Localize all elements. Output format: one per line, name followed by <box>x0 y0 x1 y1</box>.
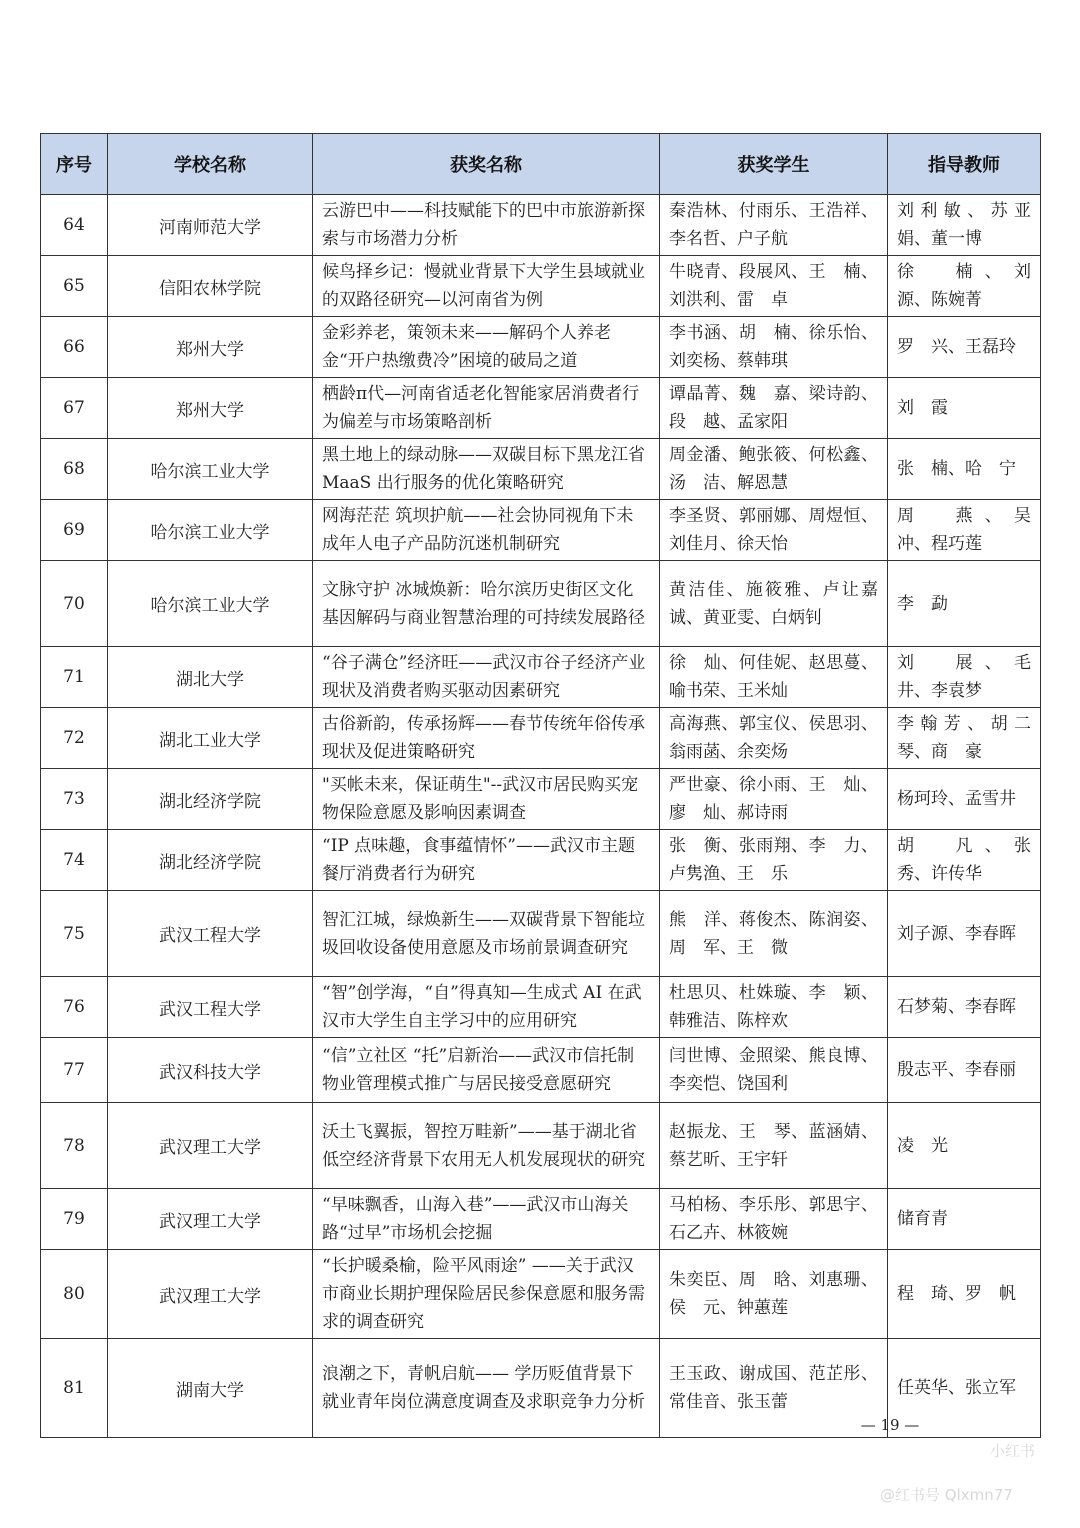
cell-students: 朱奕臣、周 晗、刘惠珊、侯 元、钟蕙莲 <box>660 1250 888 1339</box>
cell-school: 湖北经济学院 <box>108 830 313 891</box>
table-row <box>41 317 1041 378</box>
cell-award: “早味飘香，山海入巷”——武汉市山海关路“过早”市场机会挖掘 <box>313 1189 660 1250</box>
table-row <box>41 561 1041 647</box>
cell-award: “智”创学海，“自”得真知—生成式 AI 在武汉市大学生自主学习中的应用研究 <box>313 977 660 1038</box>
cell-award: “信”立社区 “托”启新治——武汉市信托制物业管理模式推广与居民接受意愿研究 <box>313 1038 660 1103</box>
cell-students: 张 衡、张雨翔、李 力、卢隽渔、王 乐 <box>660 830 888 891</box>
cell-award: 金彩养老，策领未来——解码个人养老金“开户热缴费冷”困境的破局之道 <box>313 317 660 378</box>
header-row <box>41 134 1041 195</box>
cell-school: 湖北工业大学 <box>108 708 313 769</box>
cell-teachers: 任英华、张立军 <box>888 1339 1041 1438</box>
cell-students: 周金潘、鲍张筱、何松鑫、汤 洁、解恩慧 <box>660 439 888 500</box>
cell-school: 武汉工程大学 <box>108 977 313 1038</box>
cell-award: “谷子满仓”经济旺——武汉市谷子经济产业现状及消费者购买驱动因素研究 <box>313 647 660 708</box>
table-row <box>41 1103 1041 1189</box>
table-row <box>41 1189 1041 1250</box>
cell-award: 黑土地上的绿动脉——双碳目标下黑龙江省 MaaS 出行服务的优化策略研究 <box>313 439 660 500</box>
cell-school: 湖北大学 <box>108 647 313 708</box>
cell-students: 王玉政、谢成国、范芷彤、常佳音、张玉蕾 <box>660 1339 888 1438</box>
cell-teachers: 刘利敏、苏亚娟、董一博 <box>888 195 1041 256</box>
cell-school: 河南师范大学 <box>108 195 313 256</box>
cell-teachers: 刘 霞 <box>888 378 1041 439</box>
cell-num: 74 <box>41 830 108 891</box>
table-body <box>41 195 1048 1438</box>
cell-school: 武汉理工大学 <box>108 1250 313 1339</box>
cell-students: 黄洁佳、施筱雅、卢让嘉诚、黄亚雯、白炳钊 <box>660 561 888 647</box>
cell-award: 栖龄π代—河南省适老化智能家居消费者行为偏差与市场策略剖析 <box>313 378 660 439</box>
table-row <box>41 500 1041 561</box>
cell-students: 李书涵、胡 楠、徐乐怡、刘奕杨、蔡韩琪 <box>660 317 888 378</box>
cell-num: 81 <box>41 1339 108 1438</box>
header-students: 获奖学生 <box>660 134 888 195</box>
cell-teachers: 周 燕、吴 冲、程巧莲 <box>888 500 1041 561</box>
cell-award: 智汇江城，绿焕新生——双碳背景下智能垃圾回收设备使用意愿及市场前景调查研究 <box>313 891 660 977</box>
table-row <box>41 1250 1041 1339</box>
cell-num: 69 <box>41 500 108 561</box>
cell-num: 68 <box>41 439 108 500</box>
cell-num: 70 <box>41 561 108 647</box>
table-header <box>41 134 1041 195</box>
cell-teachers: 李 勐 <box>888 561 1041 647</box>
table-row <box>41 195 1041 256</box>
page-number: — 19 — <box>860 1416 920 1434</box>
cell-school: 武汉理工大学 <box>108 1103 313 1189</box>
cell-num: 64 <box>41 195 108 256</box>
cell-num: 75 <box>41 891 108 977</box>
cell-students: 赵振龙、王 琴、蓝涵婧、蔡艺昕、王宇轩 <box>660 1103 888 1189</box>
header-award: 获奖名称 <box>313 134 660 195</box>
watermark-handle: @红书号 Qlxmn77 <box>880 1486 1013 1504</box>
cell-award: “IP 点味趣，食事蕴情怀”——武汉市主题餐厅消费者行为研究 <box>313 830 660 891</box>
cell-students: 严世豪、徐小雨、王 灿、廖 灿、郝诗雨 <box>660 769 888 830</box>
cell-num: 77 <box>41 1038 108 1103</box>
watermark-logo: 小红书 <box>990 1442 1036 1460</box>
cell-teachers: 罗 兴、王磊玲 <box>888 317 1041 378</box>
cell-num: 66 <box>41 317 108 378</box>
table-row <box>41 647 1041 708</box>
header-teachers: 指导教师 <box>888 134 1041 195</box>
cell-students: 高海燕、郭宝仪、侯思羽、翁雨菡、余奕炀 <box>660 708 888 769</box>
cell-teachers: 张 楠、哈 宁 <box>888 439 1041 500</box>
cell-students: 杜思贝、杜姝璇、李 颖、韩雅洁、陈梓欢 <box>660 977 888 1038</box>
cell-students: 徐 灿、何佳妮、赵思蔓、喻书荣、王米灿 <box>660 647 888 708</box>
cell-num: 67 <box>41 378 108 439</box>
cell-school: 郑州大学 <box>108 317 313 378</box>
table-row <box>41 977 1041 1038</box>
cell-award: 文脉守护 冰城焕新：哈尔滨历史街区文化基因解码与商业智慧治理的可持续发展路径 <box>313 561 660 647</box>
cell-teachers: 徐 楠、刘 源、陈婉菁 <box>888 256 1041 317</box>
awards-table <box>40 133 1048 1438</box>
header-num: 序号 <box>41 134 108 195</box>
cell-teachers: 程 琦、罗 帆 <box>888 1250 1041 1339</box>
header-school: 学校名称 <box>108 134 313 195</box>
cell-students: 谭晶菁、魏 嘉、梁诗韵、段 越、孟家阳 <box>660 378 888 439</box>
table-row <box>41 256 1041 317</box>
cell-award: "买帐未来，保证萌生"--武汉市居民购买宠物保险意愿及影响因素调查 <box>313 769 660 830</box>
cell-students: 秦浩林、付雨乐、王浩祥、李名哲、户子航 <box>660 195 888 256</box>
cell-award: 云游巴中——科技赋能下的巴中市旅游新探索与市场潜力分析 <box>313 195 660 256</box>
cell-teachers: 储育青 <box>888 1189 1041 1250</box>
cell-school: 湖北经济学院 <box>108 769 313 830</box>
cell-teachers: 刘 展、毛 井、李袁梦 <box>888 647 1041 708</box>
cell-students: 闫世博、金照梁、熊良博、李奕恺、饶国利 <box>660 1038 888 1103</box>
table-row <box>41 439 1041 500</box>
cell-award: “长护暖桑榆，险平风雨途” ——关于武汉市商业长期护理保险居民参保意愿和服务需求的调查研究 <box>313 1250 660 1339</box>
cell-teachers: 殷志平、李春丽 <box>888 1038 1041 1103</box>
cell-school: 武汉理工大学 <box>108 1189 313 1250</box>
cell-num: 71 <box>41 647 108 708</box>
cell-award: 候鸟择乡记：慢就业背景下大学生县域就业的双路径研究—以河南省为例 <box>313 256 660 317</box>
cell-students: 熊 洋、蒋俊杰、陈润姿、周 军、王 微 <box>660 891 888 977</box>
cell-num: 73 <box>41 769 108 830</box>
cell-school: 哈尔滨工业大学 <box>108 561 313 647</box>
cell-teachers: 杨珂玲、孟雪井 <box>888 769 1041 830</box>
cell-teachers: 李翰芳、胡二琴、商 豪 <box>888 708 1041 769</box>
cell-school: 武汉工程大学 <box>108 891 313 977</box>
cell-award: 古俗新韵，传承扬辉——春节传统年俗传承现状及促进策略研究 <box>313 708 660 769</box>
table-row <box>41 830 1041 891</box>
cell-school: 郑州大学 <box>108 378 313 439</box>
table-row <box>41 891 1041 977</box>
table-row <box>41 708 1041 769</box>
cell-teachers: 胡 凡、张 秀、许传华 <box>888 830 1041 891</box>
cell-students: 马柏杨、李乐彤、郭思宇、石乙卉、林筱婉 <box>660 1189 888 1250</box>
cell-num: 76 <box>41 977 108 1038</box>
cell-school: 信阳农林学院 <box>108 256 313 317</box>
cell-award: 网海茫茫 筑坝护航——社会协同视角下未成年人电子产品防沉迷机制研究 <box>313 500 660 561</box>
cell-num: 72 <box>41 708 108 769</box>
cell-school: 哈尔滨工业大学 <box>108 500 313 561</box>
cell-num: 65 <box>41 256 108 317</box>
cell-students: 牛晓青、段展风、王 楠、刘洪利、雷 卓 <box>660 256 888 317</box>
table-row <box>41 378 1041 439</box>
cell-teachers: 石梦菊、李春晖 <box>888 977 1041 1038</box>
cell-num: 79 <box>41 1189 108 1250</box>
cell-award: 沃土飞翼振，智控万畦新”——基于湖北省低空经济背景下农用无人机发展现状的研究 <box>313 1103 660 1189</box>
cell-students: 李圣贤、郭丽娜、周煜恒、刘佳月、徐天怡 <box>660 500 888 561</box>
cell-num: 80 <box>41 1250 108 1339</box>
cell-award: 浪潮之下，青帆启航—— 学历贬值背景下就业青年岗位满意度调查及求职竞争力分析 <box>313 1339 660 1438</box>
cell-school: 湖南大学 <box>108 1339 313 1438</box>
cell-num: 78 <box>41 1103 108 1189</box>
cell-school: 哈尔滨工业大学 <box>108 439 313 500</box>
table-row <box>41 1038 1041 1103</box>
cell-school: 武汉科技大学 <box>108 1038 313 1103</box>
cell-teachers: 凌 光 <box>888 1103 1041 1189</box>
table-row <box>41 769 1041 830</box>
cell-teachers: 刘子源、李春晖 <box>888 891 1041 977</box>
